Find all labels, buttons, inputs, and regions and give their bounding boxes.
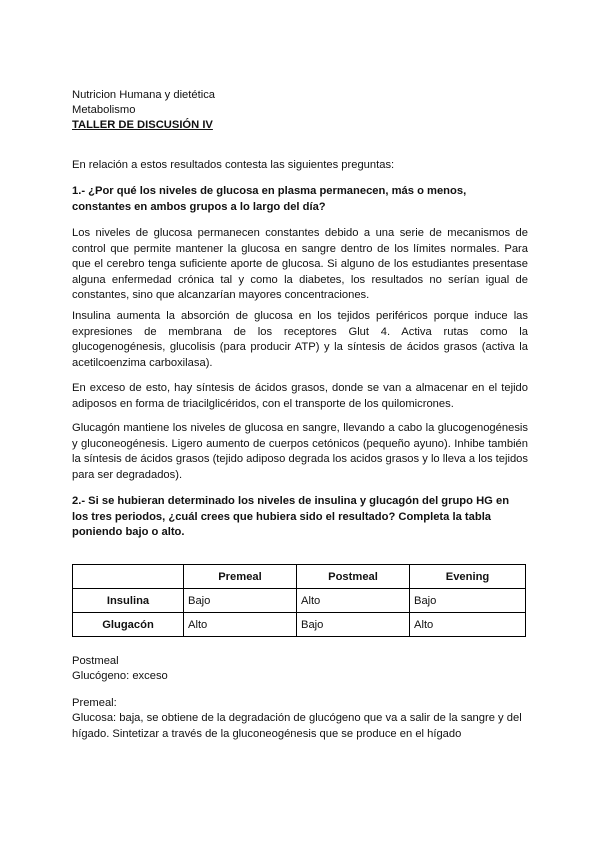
table-cell: Alto — [410, 613, 526, 637]
premeal-title: Premeal: — [72, 697, 117, 709]
table-cell: Alto — [184, 613, 297, 637]
postmeal-title: Postmeal — [72, 655, 119, 667]
table-header-cell — [73, 565, 184, 589]
row-label-insulina: Insulina — [73, 589, 184, 613]
table-header-row — [73, 565, 526, 589]
table-cell: Alto — [297, 589, 410, 613]
table-cell: Bajo — [184, 589, 297, 613]
table-cell: Bajo — [410, 589, 526, 613]
premeal-text: Glucosa: baja, se obtiene de la degradación de glucógeno que va a salir de la sangre y del hígado. Sintetizar a través de la gluconeogénesis que se produce en el hígado — [72, 712, 522, 740]
table-row — [73, 613, 526, 637]
results-table — [72, 564, 526, 637]
answer-1-paragraph: Los niveles de glucosa permanecen constantes debido a una serie de mecanismos de control que permite mantener la glucosa en sangre dentro de los límites normales. Para que el cerebro tenga suficiente aporte de glucosa. Si alguno de los estudiantes presentase alguna enfermedad crónica tal y como la diabetes, los resultados no serían igual de constantes, sino que alcanzarían mayores concentraciones. — [72, 227, 528, 301]
course-name: Nutricion Humana y dietética — [72, 89, 216, 101]
postmeal-text: Glucógeno: exceso — [72, 670, 168, 682]
table-header-cell: Evening — [410, 565, 526, 589]
question-2: 2.- Si se hubieran determinado los niveles de insulina y glucagón del grupo HG en los tres periodos, ¿cuál crees que hubiera sido el resultado? Completa la tabla poniendo bajo o alto. — [72, 495, 510, 538]
table-header-cell: Premeal — [184, 565, 297, 589]
question-1: 1.- ¿Por qué los niveles de glucosa en plasma permanecen, más o menos, constantes en ambos grupos a lo largo del día? — [72, 185, 467, 213]
answer-1-paragraph: En exceso de esto, hay síntesis de ácidos grasos, donde se van a almacenar en el tejido adiposos en forma de triacilglicéridos, con el transporte de los quilomicrones. — [72, 382, 528, 410]
row-label-glucagon: Glugacón — [73, 613, 184, 637]
table-row — [73, 589, 526, 613]
answer-1-paragraph: Glucagón mantiene los niveles de glucosa en sangre, llevando a cabo la glucogenogénesis y gluconeogénesis. Ligero aumento de cuerpos cetónicos (pequeño ayuno). Inhibe también la síntesis de ácidos grasos (tejido adiposo degrada los acidos grasos y lo lleva a los tejidos para ser degradados). — [72, 422, 528, 481]
answer-1-paragraph: Insulina aumenta la absorción de glucosa en los tejidos periféricos porque induce las expresiones de membrana de los receptores Glut 4. Activa rutas como la glucogenogénesis, glucolisis (para producir ATP) y la síntesis de ácidos grasos (activa la acetilcoenzima carboxilasa). — [72, 310, 528, 369]
table-cell: Bajo — [297, 613, 410, 637]
subject-name: Metabolismo — [72, 104, 136, 116]
document-title: TALLER DE DISCUSIÓN IV — [72, 119, 213, 131]
table-header-cell: Postmeal — [297, 565, 410, 589]
intro-text: En relación a estos resultados contesta las siguientes preguntas: — [72, 159, 395, 171]
